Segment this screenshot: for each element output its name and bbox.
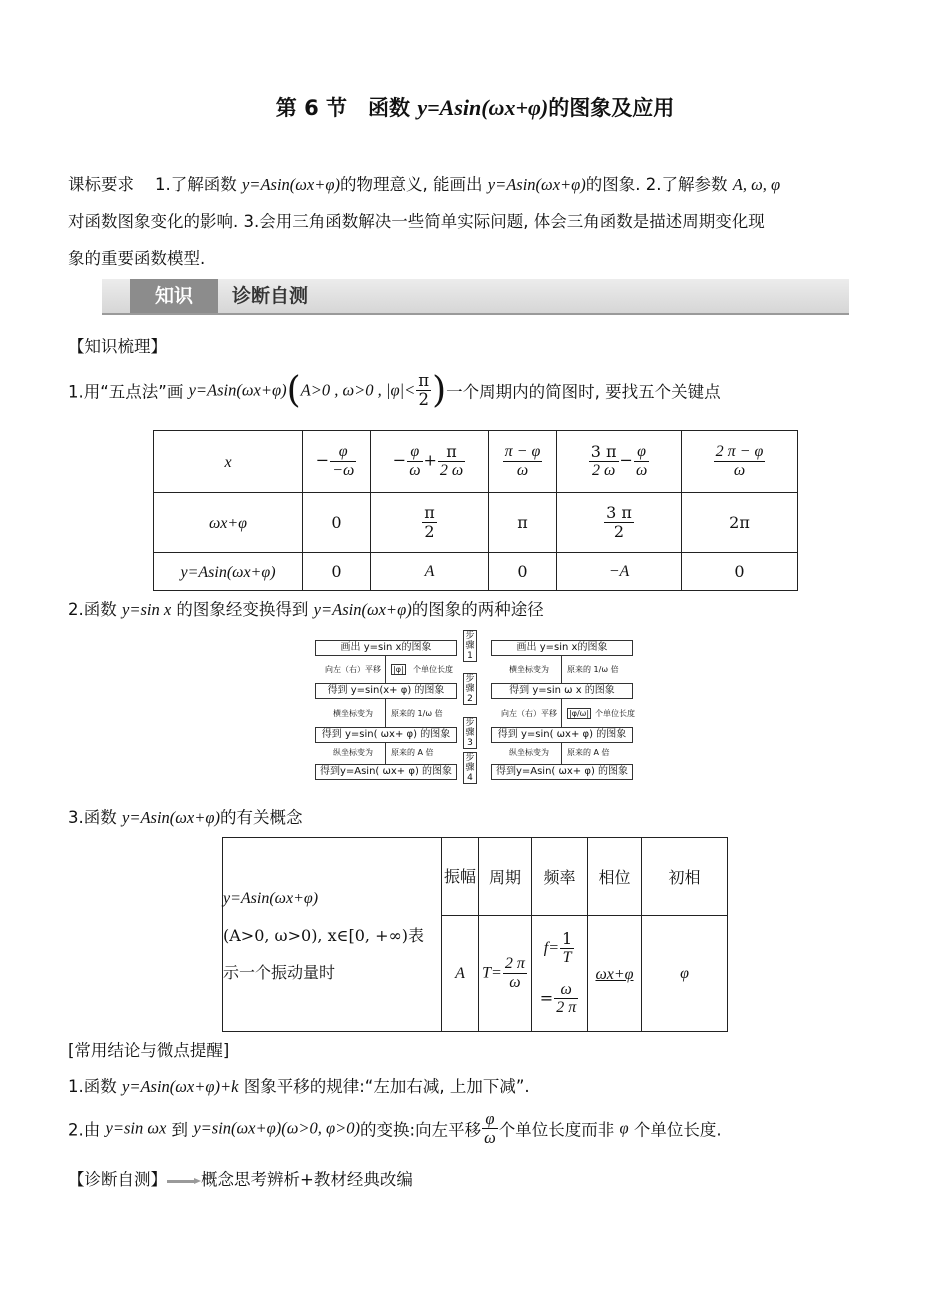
step-label: 步骤2 (463, 673, 477, 705)
left-step-box: 画出 y=sin x的图象 (315, 640, 457, 656)
header-frequency: 频率 (532, 838, 588, 916)
header-phase: 相位 (588, 838, 642, 916)
table-row: ωx+φ 0 $\frac{\pi}{2}$ π $\frac{3 \pi}{2}$ 2π (154, 493, 798, 553)
step-label: 步骤3 (463, 717, 477, 749)
curriculum-requirements: 课标要求 1.了解函数 y=Asin(ωx+φ)的物理意义, 能画出 y=Asin(ωx+φ)的图象. 2.了解参数 A, ω, φ 对函数图象变化的影响. 3.会用三角函数解决一些简单实际问题, 体会三角函数是描述周期变化现 象的重要函数模型. (68, 175, 781, 268)
section-band (102, 279, 849, 315)
table-row: y=Asin(ωx+φ) (A>0, ω>0), x∈[0, +∞)表 示一个振动量时 振幅 周期 频率 相位 初相 (223, 838, 728, 916)
diagnosis-label: 【诊断自测】 (68, 1170, 167, 1189)
step-label: 步骤1 (463, 630, 477, 662)
left-step-box: 得到 y=sin(x+ φ) 的图象 (315, 683, 457, 699)
conclusions-heading: [常用结论与微点提醒] (68, 1041, 230, 1060)
knowledge-heading: 【知识梳理】 (68, 337, 167, 356)
right-step-box: 得到 y=sin ω x 的图象 (491, 683, 633, 699)
diagnosis-line: 【诊断自测】 概念思考辨析+教材经典改编 (68, 1170, 413, 1189)
right-step-box: 画出 y=sin x的图象 (491, 640, 633, 656)
conclusion-1: 1.函数 y=Asin(ωx+φ)+k 图象平移的规律:“左加右减, 上加下减”. (68, 1077, 530, 1096)
item-3: 3.函数 y=Asin(ωx+φ)的有关概念 (68, 808, 303, 827)
section-tag: 知识 (130, 279, 218, 313)
section-title: 诊断自测 (232, 285, 309, 307)
five-point-table (153, 430, 798, 591)
page-title: 第 6 节 函数 y=Asin(ωx+φ)的图象及应用 (275, 95, 675, 120)
concepts-table (222, 837, 728, 1032)
header-amplitude: 振幅 (442, 838, 479, 916)
header-period: 周期 (479, 838, 532, 916)
header-initial-phase: 初相 (642, 838, 728, 916)
left-step-box: 得到 y=sin( ωx+ φ) 的图象 (315, 727, 457, 743)
right-arrow-icon (167, 1178, 201, 1184)
transformation-flow-diagram: 画出 y=sin x的图象 得到 y=sin(x+ φ) 的图象 得到 y=sin( ωx+ φ) 的图象 得到y=Asin( ωx+ φ) 的图象 向左（右）平移 |φ| 个单位长度 横坐标变为 原来的 1/ω 倍 纵坐标变为 原来的 A 倍 步骤1 步骤2 步骤3 步骤4 画出 y=sin x的图象 得到 y=sin ω x 的图象 得到 y=sin( ωx+ φ) 的图象 得到y=Asin( ωx+ φ) 的图象 横坐标变为 原来的 1/ω 倍 向左（右）平移 |φ/ω| 个单位长度 纵坐标变为 原来的 A 倍 (313, 630, 635, 790)
pi-over-2-fraction: $\frac{\pi}{2}$ (418, 370, 430, 409)
conclusion-2: 2.由 y=sin ωx 到 y=sin(ωx+φ)(ω>0, φ>0)的变换:向左平移 $\frac{\varphi}{\omega}$ 个单位长度而非 φ 个单位长度. (68, 1109, 722, 1148)
step-label: 步骤4 (463, 752, 477, 784)
item-2: 2.函数 y=sin x 的图象经变换得到 y=Asin(ωx+φ)的图象的两种途径 (68, 600, 544, 619)
right-step-box: 得到 y=sin( ωx+ φ) 的图象 (491, 727, 633, 743)
left-step-box: 得到y=Asin( ωx+ φ) 的图象 (315, 764, 457, 780)
item-1: 1.用“五点法”画 y=Asin(ωx+φ)(A>0 , ω>0 , |φ|< $\frac{\pi}{2}$ )一个周期内的简图时, 要找五个关键点 (68, 370, 721, 411)
table-row: x − $\frac{\varphi}{-\omega}$ − $\frac{\varphi}{\omega}$ + $\frac{\pi}{2 \omega}$ $\frac{\pi - \varphi}{\omega}$ $\frac{3 \pi}{2 \omega}$ − $\frac{\varphi}{\omega}$ $\frac{2 \pi - \varphi}{\omega}$ (154, 431, 798, 493)
table-row: y=Asin(ωx+φ) 0 A 0 −A 0 (154, 553, 798, 591)
table-row: A T= $\frac{2 \pi}{\omega}$ f= $\frac{1}{T}$ = $\frac{\omega}{2 \pi}$ ωx+φ φ (223, 916, 728, 1032)
right-step-box: 得到y=Asin( ωx+ φ) 的图象 (491, 764, 633, 780)
requirements-label: 课标要求 (68, 175, 134, 194)
